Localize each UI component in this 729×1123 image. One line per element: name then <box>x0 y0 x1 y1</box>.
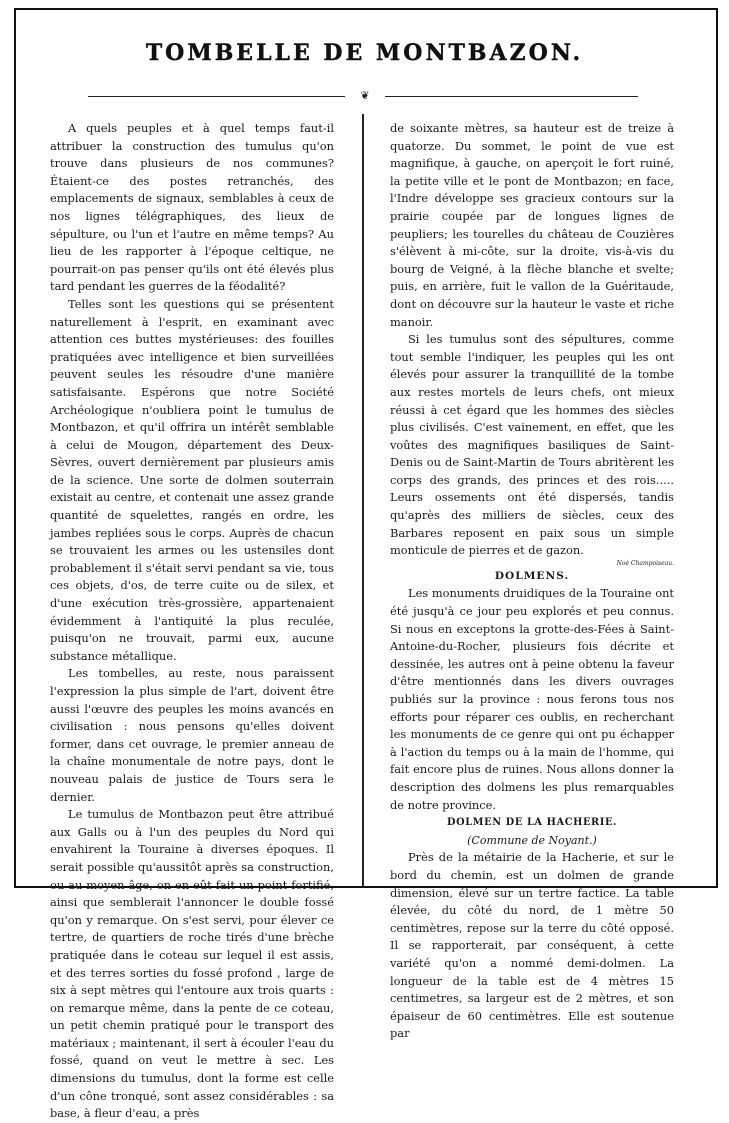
column-divider <box>362 114 364 886</box>
paragraph: Si les tumulus sont des sépultures, comme tout semble l'indiquer, les peuples qui les ont élevés pour assurer la tranquillité de la tombe aux restes mortels de leurs chefs, ont mieux réussi à cet égard que les hommes des siècles plus civilisés. C'est vainement, en effet, que les voûtes des magnifiques basiliques de Saint-Denis ou de Saint-Martin de Tours abritèrent les corps des grands, des princes et des rois..... Leurs ossements ont été dispersés, tandis qu'après des milliers de siècles, ceux des Barbares reposent en paix sous un simple monticule de pierres et de gazon. <box>390 332 674 558</box>
left-column <box>50 120 334 1123</box>
section-heading: DOLMENS. <box>494 569 570 582</box>
paragraph: Telles sont les questions qui se présentent naturellement à l'esprit, en examinant avec attention ces buttes mystérieuses: des fouilles pratiquées avec intelligence et bien surveillées peuvent seules les résoudre d'une manière satisfaisante. Espérons que notre Société Archéologique n'oubliera point le tumulus de Montbazon, et qu'il offrira un intérêt semblable à celui de Mougon, département des Deux-Sèvres, ouvert dernièrement par plusieurs amis de la science. Une sorte de dolmen souterrain existait au centre, et contenait une assez grande quantité de squelettes, rangés en ordre, les jambes repliées sous le corps. Auprès de chacun se trouvaient les armes ou les ustensiles dont probablement il s'était servi pendant sa vie, tous ces objets, d'os, de terre cuite ou de silex, et d'une exécution très-grossière, appartenaient évidemment à l'antiquité la plus reculée, puisqu'on ne trouvait, parmi eux, aucune substance métallique. <box>50 296 334 663</box>
right-column <box>390 120 674 1043</box>
paragraph: A quels peuples et à quel temps faut-il attribuer la construction des tumulus qu'on trouve dans plusieurs de nos communes? Étaient-ce des postes retranchés, des emplacements de signaux, semblables à ceux de nos lignes télégraphiques, des lieux de sépulture, ou l'un et l'autre en même temps? Au lieu de les rapporter à l'époque celtique, ne pourrait-on pas penser qu'ils ont été élevés plus tard pendant les guerres de la féodalité? <box>50 121 334 294</box>
author-signature: Noé Champoiseau. <box>616 559 674 567</box>
ornament-icon: ❦ <box>345 89 385 103</box>
paragraph: Le tumulus de Montbazon peut être attribué aux Galls ou à l'un des peuples du Nord qui envahirent la Touraine à diverses époques. Il serait possible qu'aussitôt après sa construction, ou au moyen âge, on en eût fait un point fortifié, ainsi que semblerait l'annoncer le double fossé qu'on y remarque. On s'est servi, pour élever ce tertre, de quartiers de roche tirés d'une brèche pratiquée dans le coteau sur lequel il est assis, et des terres sorties du fossé profond , large de six à sept mètres qui l'entoure aux trois quarts : on remarque même, dans la pente de ce coteau, un petit chemin pratiqué pour le transport des matériaux ; maintenant, il sert à écouler l'eau du fossé, quand on veut le mettre à sec. Les dimensions du tumulus, dont la forme est celle d'un cône tronqué, sont assez considérables : sa base, à fleur d'eau, a près <box>50 807 334 1121</box>
subsection-location: (Commune de Noyant.) <box>467 833 597 847</box>
paragraph: Les monuments druidiques de la Touraine ont été jusqu'à ce jour peu explorés et peu connus. Si nous en exceptons la grotte-des-Fées à Saint-Antoine-du-Rocher, plusieurs fois décrite et dessinée, les autres ont à peine obtenu la faveur d'être mentionnés dans les divers ouvrages publiés sur la province : nous ferons tous nos efforts pour réparer ces oublis, en recherchant les monuments de ce genre qui ont pu échapper à l'action du temps ou à la main de l'homme, qui fait encore plus de ruines. Nous allons donner la description des dolmens les plus remarquables de notre province. <box>390 586 674 812</box>
paragraph: de soixante mètres, sa hauteur est de treize à quatorze. Du sommet, le point de vue est magnifique, à gauche, on aperçoit le fort ruiné, la petite ville et le pont de Montbazon; en face, l'Indre développe ses gracieux contours sur la prairie coupée par de longues lignes de peupliers; les tourelles du château de Couzières s'élèvent à mi-côte, sur la droite, vis-à-vis du bourg de Veigné, à la flèche blanche et svelte; puis, en arrière, fuit le vallon de la Guéritaude, dont on découvre sur la hauteur le vaste et riche manoir. <box>390 121 674 329</box>
paragraph: Les tombelles, au reste, nous paraissent l'expression la plus simple de l'art, doivent être aussi l'œuvre des peuples les moins avancés en civilisation : nous pensons qu'elles doivent former, dans cet ouvrage, le premier anneau de la chaîne monumentale de notre pays, dont le nouveau palais de justice de Tours sera le dernier. <box>50 666 334 804</box>
paragraph: Près de la métairie de la Hacherie, et sur le bord du chemin, est un dolmen de grande dimension, élevé sur un tertre factice. La table élevée, du côté du nord, de 1 mètre 50 centimètres, repose sur la terre du côté opposé. Il se rapporterait, par conséquent, à cette variété qu'on a nommé demi-dolmen. La longueur de la table est de 4 mètres 15 centimetres, sa largeur est de 2 mètres, et son épaiseur de 60 centimètres. Elle est soutenue par <box>390 850 674 1041</box>
subsection-heading: DOLMEN DE LA HACHERIE. <box>446 817 618 829</box>
page-title: TOMBELLE DE MONTBAZON. <box>145 40 584 66</box>
